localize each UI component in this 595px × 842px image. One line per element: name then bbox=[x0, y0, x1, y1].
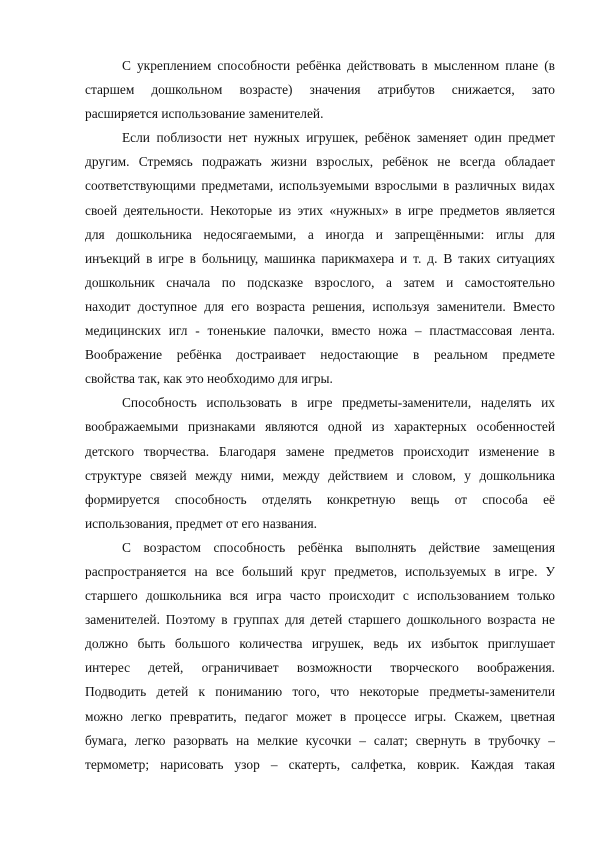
text-line: медицинских игл - тоненькие палочки, вместо ножа – пластмассовая лента. bbox=[85, 323, 555, 339]
text-line: должно быть большого количества игрушек, ведь их избыток приглушает bbox=[85, 636, 555, 652]
text-line: структуре связей между ними, между действием и словом, у дошкольника bbox=[85, 467, 555, 483]
text-line: детского творчества. Благодаря замене предметов происходит изменение в bbox=[85, 443, 555, 459]
text-line: распространяется на все больший круг предметов, используемых в игре. У bbox=[85, 563, 555, 579]
text-line: интерес детей, ограничивает возможности творческого воображения. bbox=[85, 660, 555, 676]
text-line: можно легко превратить, педагог может в процессе игры. Скажем, цветная bbox=[85, 708, 555, 724]
paragraph bbox=[85, 536, 555, 777]
text-line: старшем дошкольном возрасте) значения атрибутов снижается, зато bbox=[85, 82, 555, 98]
paragraph bbox=[85, 391, 555, 536]
paragraph bbox=[85, 126, 555, 391]
text-line: Подводить детей к пониманию того, что некоторые предметы-заменители bbox=[85, 684, 555, 700]
text-line: С укреплением способности ребёнка действовать в мысленном плане (в bbox=[122, 58, 555, 73]
text-line: использования, предмет от его названия. bbox=[85, 515, 318, 531]
text-line: термометр; нарисовать узор – скатерть, салфетка, коврик. Каждая такая bbox=[85, 756, 555, 772]
paragraph bbox=[85, 54, 555, 126]
document-body bbox=[85, 54, 555, 777]
text-line: инъекций в игре в больницу, машинка парикмахера и т. д. В таких ситуациях bbox=[85, 250, 555, 266]
text-line: для дошкольника недосягаемыми, а иногда и запрещёнными: иглы для bbox=[85, 226, 555, 242]
text-line: воображаемыми признаками являются одной из характерных особенностей bbox=[85, 419, 555, 435]
text-line: Если поблизости нет нужных игрушек, ребёнок заменяет один предмет bbox=[122, 130, 555, 146]
text-line: заменителей. Поэтому в группах для детей старшего дошкольного возраста не bbox=[85, 612, 555, 628]
text-line: Воображение ребёнка достраивает недостающие в реальном предмете bbox=[85, 347, 555, 363]
text-line: С возрастом способность ребёнка выполнять действие замещения bbox=[122, 539, 555, 555]
text-line: Способность использовать в игре предметы-заменители, наделять их bbox=[122, 395, 555, 411]
text-line: находит доступное для его возраста решения, используя заменители. Вместо bbox=[85, 298, 555, 314]
text-line: соответствующими предметами, используемыми взрослыми в различных видах bbox=[85, 178, 555, 194]
text-line: старшего дошкольника вся игра часто происходит с использованием только bbox=[85, 588, 555, 604]
text-line: дошкольник сначала по подсказке взрослого, а затем и самостоятельно bbox=[85, 274, 555, 290]
text-line: расширяется использование заменителей. bbox=[85, 106, 324, 122]
text-line: другим. Стремясь подражать жизни взрослых, ребёнок не всегда обладает bbox=[85, 154, 555, 170]
text-line: свойства так, как это необходимо для игры. bbox=[85, 371, 333, 387]
text-line: своей деятельности. Некоторые из этих «нужных» в игре предметов является bbox=[85, 202, 555, 218]
text-line: формируется способность отделять конкретную вещь от способа её bbox=[85, 491, 555, 507]
text-line: бумага, легко разорвать на мелкие кусочки – салат; свернуть в трубочку – bbox=[85, 732, 555, 748]
